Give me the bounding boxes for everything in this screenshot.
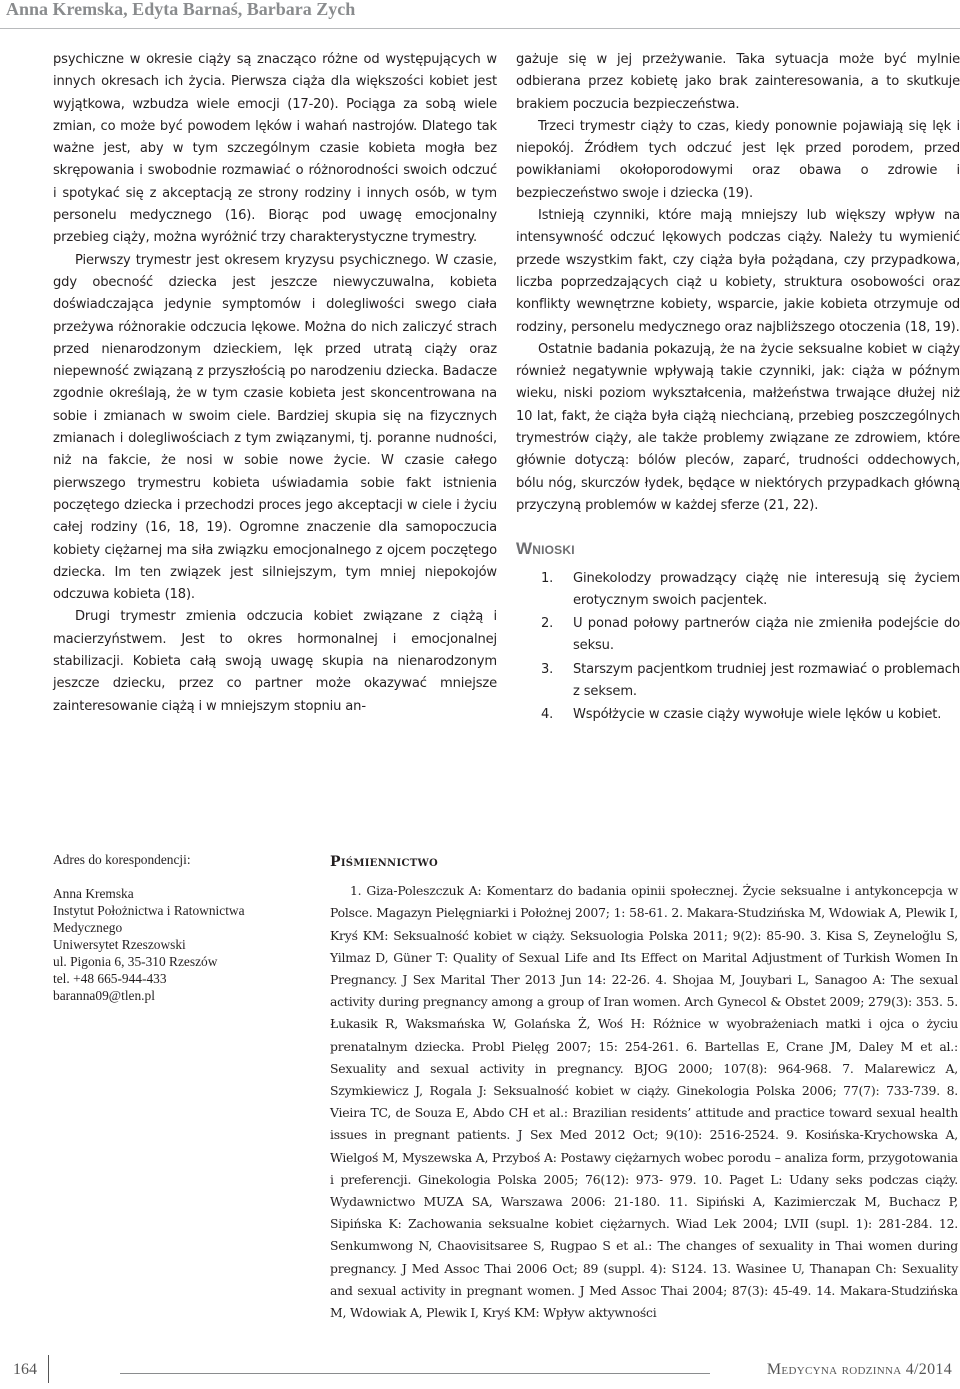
paragraph: Trzeci trymestr ciąży to czas, kiedy ponownie pojawiają się lęk i niepokój. Źródłem tych odczuć jest lęk przed porodem, przed powikłaniami okołoporodowymi oraz obawa o zdrowie i bezpieczeństwo swoje i dziecka (19). xyxy=(516,118,960,201)
address-line: Anna Kremska xyxy=(53,886,134,901)
list-item-text: Ginekolodzy prowadzący ciążę nie interesują się życiem erotycznym swoich pacjentek. xyxy=(573,570,960,608)
footer-divider xyxy=(120,1373,710,1374)
paragraph: Pierwszy trymestr jest okresem kryzysu psychicznego. W czasie, gdy obecność dziecka jest jeszcze niewyczuwalna, kobieta doświadczająca jedynie symptomów i dolegliwości swego ciała przeżywa różnorakie odczucia lękowe. Można do nich zaliczyć strach przed nienarodzonym dzieckiem, lęk przed utratą ciąży oraz niepewność związaną z przyszłością po narodzeniu dziecka. Badacze zgodnie określają, że w tym czasie kobieta jest skoncentrowana na sobie i zmianach w swoim ciele. Bardziej skupia się na fizycznych zmianach i dolegliwościach z tym związanymi, tj. poranne nudności, niż na fakcie, że nosi w sobie nowe życie. W czasie całego pierwszego trymestru kobieta uświadamia sobie fakt istnienia poczętego dziecka i przechodzi proces jego akceptacji w ciele i życiu całej rodziny (16, 18, 19). Ogromne znaczenie dla samopoczucia kobiety ciężarnej ma siła związku emocjonalnego z ojcem poczętego dziecka. Im ten związek jest silniejszym, tym mniej niepokojów odczuwa kobieta (18). xyxy=(53,252,497,603)
list-item-text: Współżycie w czasie ciąży wywołuje wiele lęków u kobiet. xyxy=(573,707,942,723)
conclusions-list xyxy=(516,568,960,727)
list-item-number: 4. xyxy=(541,707,554,723)
address-line: Uniwersytet Rzeszowski xyxy=(53,937,186,952)
right-text-column xyxy=(516,49,960,728)
references-text: 1. Giza-Poleszczuk A: Komentarz do badania opinii społecznej. Życie seksualne i antykoncepcja w Polsce. Magazyn Pielęgniarki i Położnej 2007; 1: 58-61. 2. Makara-Studzińska M, Wdowiak A, Plewik I, Kryś KM: Seksualność kobiet w ciąży. Seksuologia Polska 2011; 9(2): 85-90. 3. Kisa S, Zeyneloğlu S, Yilmaz D, Güner T: Quality of Sexual Life and Its Effect on Marital Adjustment of Turkish Women In Pregnancy. J Sex Marital Ther 2013 Jun 14: 22-26. 4. Shojaa M, Jouybari L, Sanagoo A: The sexual activity during pregnancy among a group of Iran women. Arch Gynecol & Obstet 2009; 279(3): 353. 5. Łukasik R, Waksmańska W, Golańska Ż, Woś H: Różnice w wyobrażeniach matki i ojca o życiu prenatalnym dziecka. Probl Pielęg 2007; 15: 254-261. 6. Bartellas E, Crane JM, Daley M et al.: Sexuality and sexual activity in pregnancy. BJOG 2000; 107(8): 964-968. 7. Malarewicz A, Szymkiewicz J, Rogala J: Seksualność kobiet w ciąży. Ginekologia Polska 2006; 77(7): 733-739. 8. Vieira TC, de Souza E, Abdo CH et al.: Brazilian residents’ attitude and practice toward sexual health issues in pregnant patients. J Sex Med 2012 Oct; 9(10): 2516-2524. 9. Kosińska-Krychowska A, Wielgoś M, Myszewska A, Przyboś A: Postawy ciężarnych wobec porodu – analiza form, przygotowania i preferencji. Ginekologia Polska 2005; 76(12): 973- 979. 10. Paget L: Udany seks podczas ciąży. Wydawnictwo MUZA SA, Warszawa 2006: 21-180. 11. Sipiński A, Kazimierczak M, Buchacz P, Sipińska K: Zachowania seksualne kobiet ciężarnych. Wiad Lek 2004; LVII (supl. 1): 281-284. 12. Senkumwong N, Chaovisitsaree S, Rugpao S et al.: The changes of sexuality in Thai women during pregnancy. J Med Assoc Thai 2006 Oct; 89 (suppl. 4): S124. 13. Wasinee U, Thanapan Ch: Sexuality and sexual activity in pregnant women. J Med Assoc Thai 2004; 87(3): 45-49. 14. Makara-Studzińska M, Wdowiak A, Plewik I, Kryś KM: Wpływ aktywności xyxy=(330,883,958,1321)
address-email: baranna09@tlen.pl xyxy=(53,988,155,1003)
list-item-number: 1. xyxy=(541,570,554,586)
paragraph: Ostatnie badania pokazują, że na życie seksualne kobiet w ciąży również negatywnie wpływają takie czynniki, jak: ciąża w późnym wieku, niski poziom wykształcenia, małżeństwa trwające dłużej niż 10 lat, fakt, że ciąża była ciążą niechcianą, przebieg poszczególnych trymestrów ciąży, ale także problemy związane ze zdrowiem, które głównie dotyczą: bólów pleców, zaparć, trudności oddechowych, bólu nóg, skurczów łydek, będące w niektórych przypadkach główną przyczyną problemów w każdej sferze (21, 22). xyxy=(516,341,960,513)
conclusions-heading: Wnioski xyxy=(516,539,575,559)
list-item xyxy=(516,659,960,704)
journal-name: Medycyna rodzinna 4/2014 xyxy=(766,1361,952,1378)
page-number: 164 xyxy=(13,1361,37,1378)
paragraph: psychiczne w okresie ciąży są znacząco różne od występujących w innych okresach ich życia. Pierwsza ciąża dla większości kobiet jest wyjątkowa, wzbudza wiele emocji (17-20). Pociąga za sobą wiele zmian, co może być powodem lęków i wahań nastrojów. Dlatego tak ważne jest, aby w tym szczególnym czasie kobieta mogła bez skrępowania i swobodnie rozmawiać o różnorodności swoich odczuć i spotykać się z akceptacją ze strony rodziny i innych osób, w tym personelu medycznego (16). Biorąc pod uwagę emocjonalny przebieg ciąży, można wyróżnić trzy charakterystyczne trymestry. xyxy=(53,52,497,246)
header-divider xyxy=(0,28,960,29)
list-item-number: 2. xyxy=(541,616,554,632)
running-header-authors: Anna Kremska, Edyta Barnaś, Barbara Zych xyxy=(6,0,356,19)
list-item xyxy=(516,704,960,726)
left-text-column xyxy=(53,49,497,718)
paragraph: Drugi trymestr zmienia odczucia kobiet związane z ciążą i macierzyństwem. Jest to okres hormonalnej i emocjonalnej stabilizacji. Kobieta całą swoją uwagę skupia na nienarodzonym jeszcze dziecku, przez co partner może okazywać mniejsze zainteresowanie ciążą i w mniejszym stopniu an- xyxy=(53,609,497,714)
references-heading: Piśmiennictwo xyxy=(330,854,438,870)
list-item-text: Starszym pacjentkom trudniej jest rozmawiać o problemach z seksem. xyxy=(573,661,960,700)
address-line: Instytut Położnictwa i Ratownictwa xyxy=(53,903,245,918)
correspondence-address xyxy=(53,851,293,1004)
list-item-text: U ponad połowy partnerów ciąża nie zmieniła podejście do seksu. xyxy=(573,616,960,654)
list-item xyxy=(516,568,960,613)
paragraph: Istnieją czynniki, które mają mniejszy lub większy wpływ na intensywność odczuć lękowych podczas ciąży. Należy tu wymienić przede wszystkim fakt, czy ciąża była pożądana, czy przypadkowa, liczba poprzedzających ciąż u kobiety, struktura osobowości oraz konflikty wewnętrzne kobiety, wsparcie, jakie kobieta otrzymuje od rodziny, personelu medycznego oraz najbliższego otoczenia (18, 19). xyxy=(516,208,960,335)
address-heading: Adres do korespondencji: xyxy=(53,852,191,867)
list-item xyxy=(516,613,960,658)
references-section xyxy=(330,851,958,1324)
address-line: Medycznego xyxy=(53,920,123,935)
address-line: ul. Pigonia 6, 35-310 Rzeszów xyxy=(53,954,218,969)
paragraph: gażuje się w jej przeżywanie. Taka sytuacja może być mylnie odbierana przez kobietę jako brak zainteresowania, a to skutkuje brakiem poczucia bezpieczeństwa. xyxy=(516,52,960,112)
footer-vertical-divider xyxy=(48,1355,49,1383)
address-line: tel. +48 665-944-433 xyxy=(53,971,167,986)
list-item-number: 3. xyxy=(541,661,554,677)
